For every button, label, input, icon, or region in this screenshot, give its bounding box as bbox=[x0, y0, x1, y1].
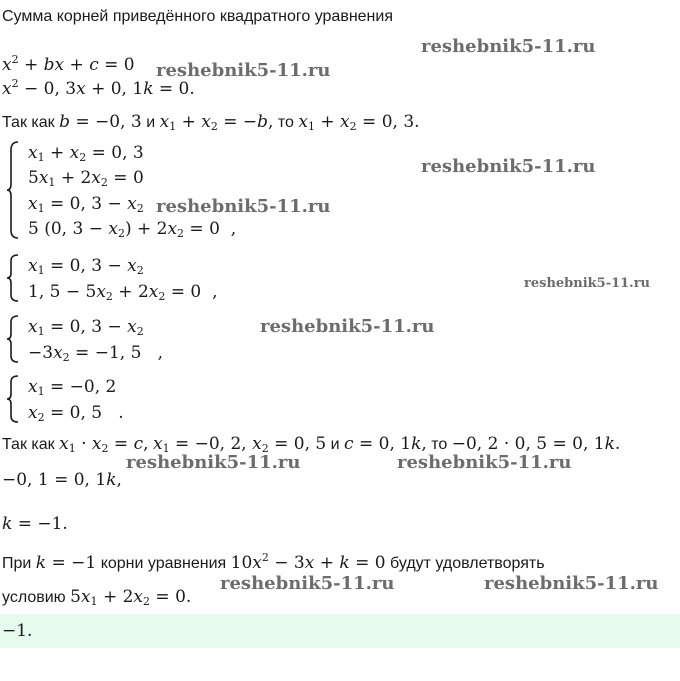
b-value: b = −0, 3 bbox=[59, 112, 142, 132]
equation-simplified: −0, 1 = 0, 1k, bbox=[2, 470, 122, 490]
roots-values: $x_1 = -0$, 2, $x_2 = 0$, 5 bbox=[152, 434, 327, 455]
system-4-brace bbox=[6, 374, 20, 429]
watermark: reshebnik5-11.ru bbox=[397, 452, 572, 473]
watermark: reshebnik5-11.ru bbox=[421, 156, 596, 177]
watermark: reshebnik5-11.ru bbox=[484, 573, 659, 594]
system-2-brace bbox=[6, 253, 20, 308]
answer-bar bbox=[0, 614, 680, 648]
system-1-row-3: $x_1 = 0$, $3 - x_2$ bbox=[28, 194, 144, 215]
c-value: c = 0, 1k, bbox=[344, 434, 427, 454]
watermark: reshebnik5-11.ru bbox=[156, 60, 331, 81]
system-1-row-4: 5 (0, $3 - x_2) + 2x_2 = 0$ , bbox=[28, 219, 237, 240]
concl-mid: корни уравнения bbox=[100, 555, 227, 572]
vieta-sum: $x_1 + x_2 = -b$, bbox=[159, 112, 274, 133]
equation-given: $x^2 - 0$, 3x + 0, 1k = 0. bbox=[2, 77, 195, 99]
system-4-row-1: $x_1 = -0$, 2 bbox=[28, 377, 117, 398]
then-word: то bbox=[277, 114, 294, 131]
watermark: reshebnik5-11.ru bbox=[156, 196, 331, 217]
and-word: и bbox=[146, 114, 156, 131]
since-prefix-2: Так как bbox=[2, 436, 55, 453]
watermark: reshebnik5-11.ru bbox=[421, 36, 596, 57]
equation-general: $x^2$ + bx + c = 0 bbox=[2, 53, 135, 75]
watermark: reshebnik5-11.ru bbox=[524, 276, 651, 291]
since-prefix: Так как bbox=[2, 114, 55, 131]
concl-suffix: будут удовлетворять bbox=[390, 555, 545, 572]
system-3-row-1: $x_1 = 0$, $3 - x_2$ bbox=[28, 317, 144, 338]
watermark: reshebnik5-11.ru bbox=[220, 573, 395, 594]
equation-k: k = −1. bbox=[2, 514, 68, 534]
system-1-brace bbox=[6, 140, 12, 240]
dot: . bbox=[118, 403, 124, 423]
system-3-row-2: $-3x_2 = -1$, 5 , bbox=[28, 343, 164, 364]
then-word-2: то bbox=[431, 436, 448, 453]
conclusion-line-1 bbox=[2, 551, 545, 573]
concl-line2-text: условию bbox=[2, 589, 66, 606]
comma: , bbox=[157, 343, 164, 363]
conclusion-line-2 bbox=[2, 587, 191, 608]
system-3-brace bbox=[6, 314, 20, 369]
system-1-row-1: $x_1 + x_2 = 0$, 3 bbox=[28, 143, 144, 164]
comma: , bbox=[212, 282, 218, 302]
title: Сумма корней приведённого квадратного уравнения bbox=[2, 8, 393, 25]
system-1-row-2: $5x_1 + 2x_2 = 0$ bbox=[28, 168, 144, 189]
watermark: reshebnik5-11.ru bbox=[260, 316, 435, 337]
product-result: −0, 2 · 0, 5 = 0, 1k. bbox=[451, 434, 621, 454]
answer: −1. bbox=[2, 621, 33, 641]
vieta-product: $x_1 \cdot x_2 = c$, bbox=[59, 434, 149, 455]
system-2-row-1: $x_1 = 0$, $3 - x_2$ bbox=[28, 256, 144, 277]
system-2-row-2: 1, $5 - 5x_2 + 2x_2 = 0$ , bbox=[28, 282, 218, 303]
line-since-b bbox=[2, 112, 420, 133]
system-4-row-2: $x_2 = 0$, 5 . bbox=[28, 403, 124, 424]
concl-line2-eq: $5x_1 + 2x_2 = 0$. bbox=[70, 587, 192, 608]
watermark: reshebnik5-11.ru bbox=[126, 452, 301, 473]
concl-equation: $10x^2 - 3x + k = 0$ bbox=[230, 551, 386, 573]
concl-prefix: При bbox=[2, 555, 32, 572]
sum-result: $x_1 + x_2 = 0$, 3. bbox=[298, 112, 420, 133]
and-word-2: и bbox=[330, 436, 340, 453]
comma: , bbox=[230, 219, 237, 239]
concl-k: k = −1 bbox=[35, 553, 97, 573]
